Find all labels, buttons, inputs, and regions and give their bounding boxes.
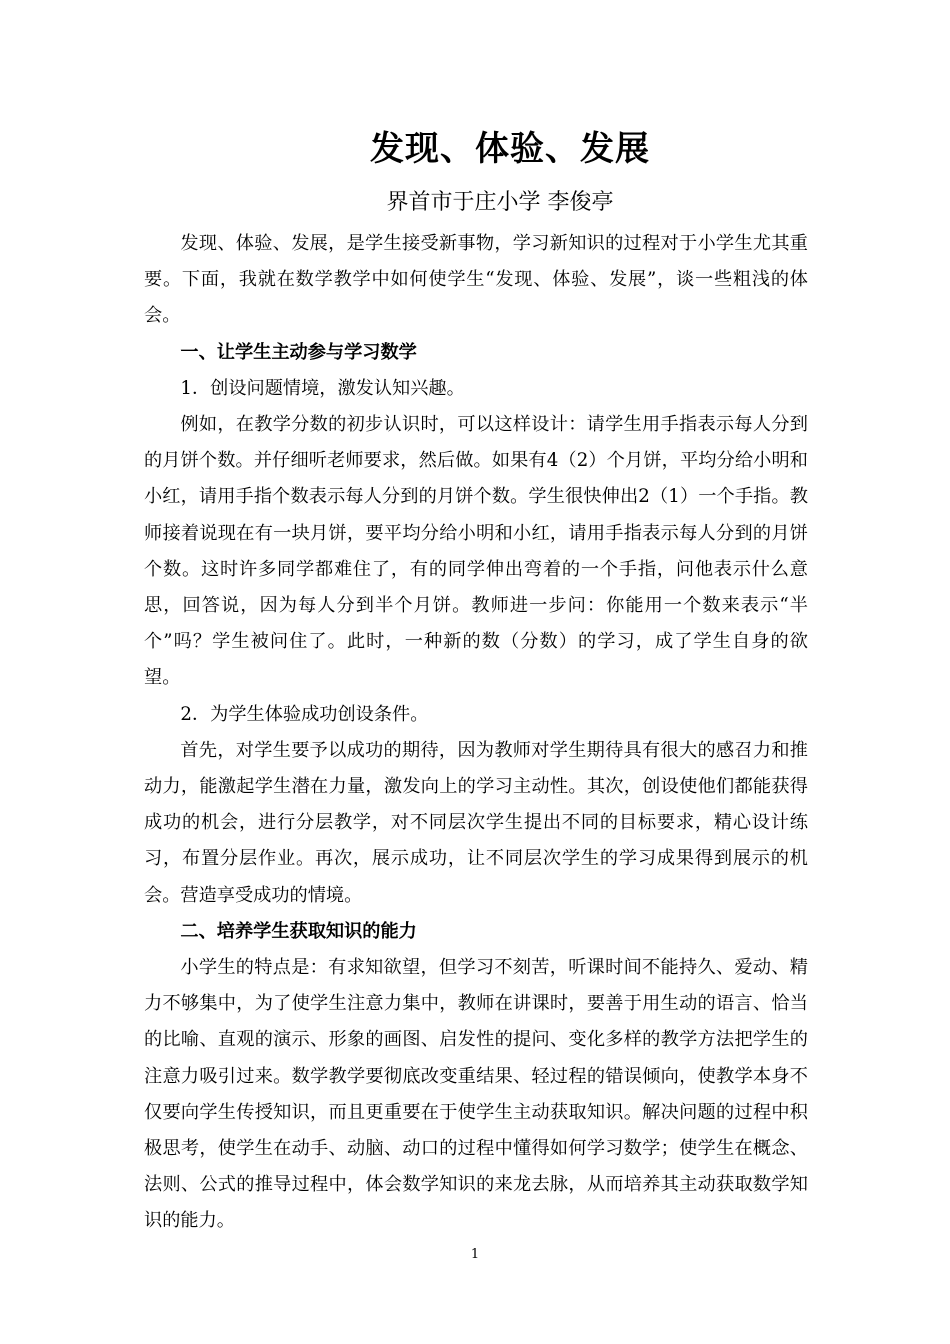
paragraph-intro: 发现、体验、发展，是学生接受新事物，学习新知识的过程对于小学生尤其重要。下面，我就在数学教学中如何使学生“发现、体验、发展”，谈一些粗浅的体会。 bbox=[144, 233, 808, 327]
document-body bbox=[144, 226, 808, 1240]
paragraph-ability: 小学生的特点是：有求知欲望，但学习不刻苦，听课时间不能持久、爱动、精力不够集中，为了使学生注意力集中，教师在讲课时，要善于用生动的语言、恰当的比喻、直观的演示、形象的画图、启发性的提问、变化多样的教学方法把学生的注意力吸引过来。数学教学要彻底改变重结果、轻过程的错误倾向，使教学本身不仅要向学生传授知识，而且更重要在于使学生主动获取知识。解决问题的过程中积极思考，使学生在动手、动脑、动口的过程中懂得如何学习数学；使学生在概念、法则、公式的推导过程中，体会数学知识的来龙去脉，从而培养其主动获取数学知识的能力。 bbox=[144, 957, 808, 1232]
section-heading-1: 一、让学生主动参与学习数学 bbox=[180, 341, 417, 363]
page-number: 1 bbox=[470, 1247, 480, 1262]
paragraph-success: 首先，对学生要予以成功的期待，因为教师对学生期待具有很大的感召力和推动力，能激起学生潜在力量，激发向上的学习主动性。其次，创设使他们都能获得成功的机会，进行分层教学，对不同层次学生提出不同的目标要求，精心设计练习，布置分层作业。再次，展示成功，让不同层次学生的学习成果得到展示的机会。营造享受成功的情境。 bbox=[144, 739, 808, 906]
subheading-1: 1．创设问题情境，激发认知兴趣。 bbox=[180, 377, 465, 399]
subheading-2: 2．为学生体验成功创设条件。 bbox=[180, 703, 429, 725]
author-line: 界首市于庄小学 李俊亭 bbox=[386, 190, 614, 215]
paragraph-example: 例如，在教学分数的初步认识时，可以这样设计：请学生用手指表示每人分到的月饼个数。并仔细听老师要求，然后做。如果有4（2）个月饼，平均分给小明和小红，请用手指个数表示每人分到的月饼个数。学生很快伸出2（1）一个手指。教师接着说现在有一块月饼，要平均分给小明和小红，请用手指表示每人分到的月饼个数。这时许多同学都难住了，有的同学伸出弯着的一个手指，问他表示什么意思，回答说，因为每人分到半个月饼。教师进一步问：你能用一个数来表示“半个”吗？学生被问住了。此时，一种新的数（分数）的学习，成了学生自身的欲望。 bbox=[144, 414, 808, 689]
section-heading-2: 二、培养学生获取知识的能力 bbox=[180, 920, 417, 942]
document-title: 发现、体验、发展 bbox=[370, 129, 650, 169]
